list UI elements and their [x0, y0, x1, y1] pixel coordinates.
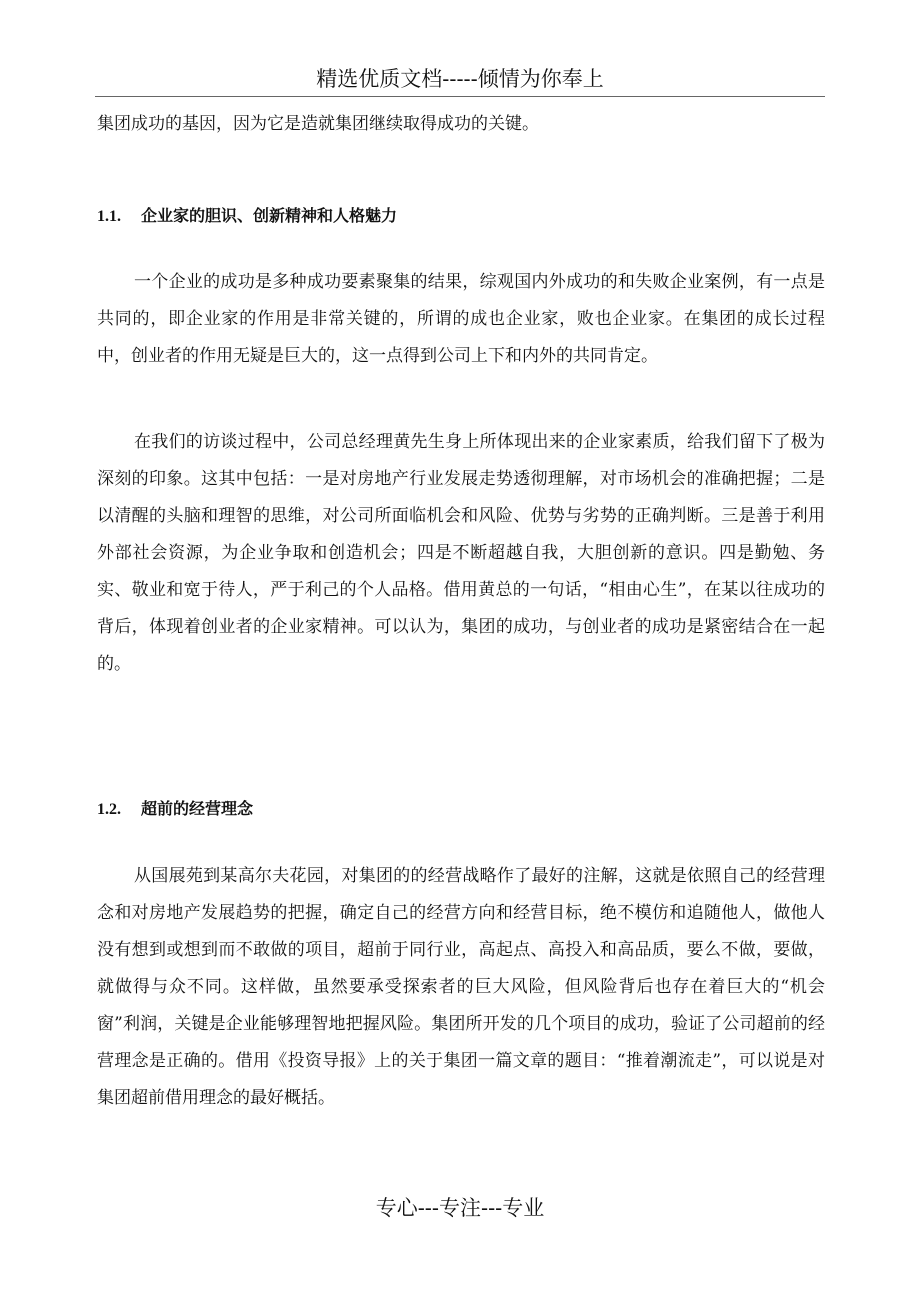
header-divider	[95, 96, 825, 97]
section-number: 1.2.	[97, 801, 121, 818]
section-title: 企业家的胆识、创新精神和人格魅力	[141, 206, 398, 225]
section-title: 超前的经营理念	[141, 799, 254, 818]
paragraph: 从国展苑到某高尔夫花园，对集团的的经营战略作了最好的注解，这就是依照自己的经营理念和对房地产发展趋势的把握，确定自己的经营方向和经营目标，绝不模仿和追随他人，做他人没有想到或想到而不敢做的项目，超前于同行业，高起点、高投入和高品质，要么不做，要做，就做得与众不同。这样做，虽然要承受探索者的巨大风险，但风险背后也存在着巨大的“机会窗”利润，关键是企业能够理智地把握风险。集团所开发的几个项目的成功，验证了公司超前的经营理念是正确的。借用《投资导报》上的关于集团一篇文章的题目：“推着潮流走”，可以说是对集团超前借用理念的最好概括。	[97, 866, 825, 1108]
section-heading-1-2	[97, 797, 253, 822]
page-header: 精选优质文档-----倾情为你奉上	[316, 67, 604, 91]
paragraph: 在我们的访谈过程中，公司总经理黄先生身上所体现出来的企业家素质，给我们留下了极为深刻的印象。这其中包括：一是对房地产行业发展走势透彻理解，对市场机会的准确把握；二是以清醒的头脑和理智的思维，对公司所面临机会和风险、优势与劣势的正确判断。三是善于利用外部社会资源，为企业争取和创造机会；四是不断超越自我，大胆创新的意识。四是勤勉、务实、敬业和宽于待人，严于利己的个人品格。借用黄总的一句话，“相由心生”，在某以往成功的背后，体现着创业者的企业家精神。可以认为，集团的成功，与创业者的成功是紧密结合在一起的。	[97, 432, 825, 674]
paragraph: 一个企业的成功是多种成功要素聚集的结果，综观国内外成功的和失败企业案例，有一点是共同的，即企业家的作用是非常关键的，所谓的成也企业家，败也企业家。在集团的成长过程中，创业者的作用无疑是巨大的，这一点得到公司上下和内外的共同肯定。	[97, 272, 825, 366]
section-number: 1.1.	[97, 208, 121, 225]
page-footer: 专心---专注---专业	[375, 1196, 545, 1220]
intro-fragment: 集团成功的基因，因为它是造就集团继续取得成功的关键。	[97, 114, 539, 134]
section-heading-1-1	[97, 204, 397, 229]
